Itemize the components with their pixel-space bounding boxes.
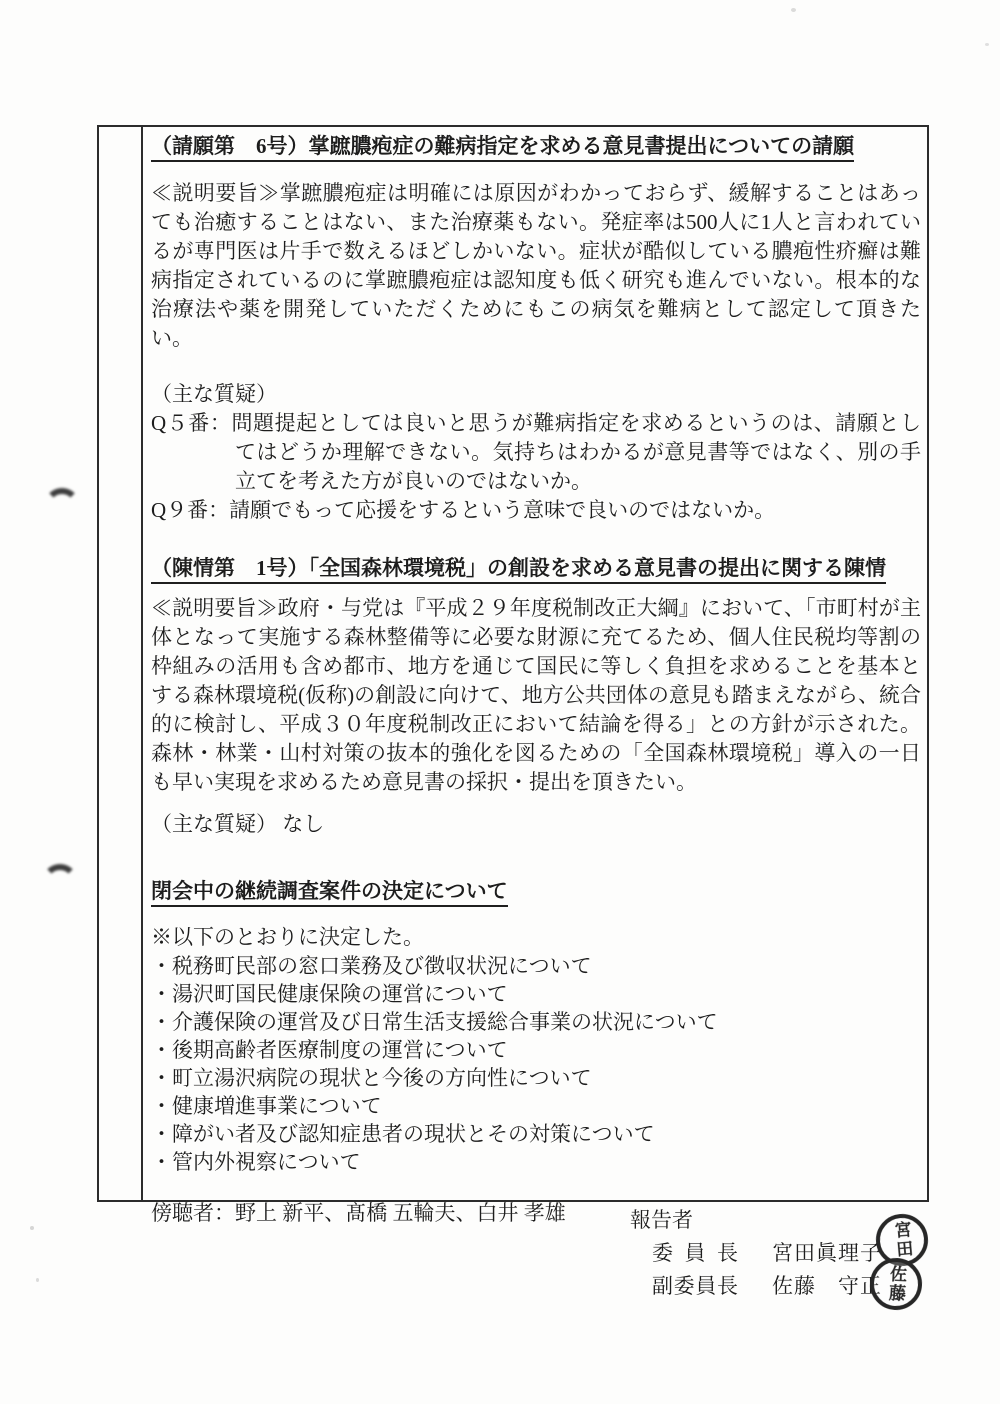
petition-no6-title [151, 130, 921, 162]
vice-chairperson-name: 佐藤 守正 [772, 1274, 882, 1298]
survey-item: ・管内外視察について [151, 1150, 361, 1174]
petition-no6-title-text: （請願第 6号）掌蹠膿疱症の難病指定を求める意見書提出についての請願 [151, 134, 854, 162]
question-q5-text: 問題提起としては良いと思うが難病指定を求めるというのは、請願としてはどうか理解できない。気持ちはわかるが意見書等ではなく、別の手立てを考えた方が良いのではないか。 [231, 411, 921, 493]
punch-hole-bottom [42, 864, 78, 900]
scan-speck [985, 43, 989, 46]
continuing-survey-title [151, 875, 921, 907]
survey-item: ・健康増進事業について [151, 1094, 382, 1118]
question-q9-text: 請願でもって応援をするという意味で良いのではないか。 [229, 498, 776, 522]
survey-item: ・介護保険の運営及び日常生活支援総合事業の状況について [151, 1010, 718, 1034]
scan-speck [36, 1278, 39, 1282]
main-questions-label-1: （主な質疑） [151, 382, 277, 406]
reporter-label: 報告者 [630, 1208, 693, 1232]
question-q9 [151, 496, 921, 525]
chairperson-role: 委員長 [652, 1241, 738, 1265]
petition-no1-title [151, 552, 921, 584]
survey-item: ・町立湯沢病院の現状と今後の方向性について [151, 1066, 592, 1090]
scan-speck [791, 8, 796, 12]
survey-item: ・障がい者及び認知症患者の現状とその対策について [151, 1122, 655, 1146]
question-q9-label: Q９番： [151, 498, 230, 522]
question-q5-label: Q５番： [151, 411, 232, 435]
name-seal-sato: 佐藤 [869, 1257, 924, 1312]
question-q5 [151, 409, 921, 496]
scan-speck [30, 1226, 34, 1230]
chairperson-name: 宮田眞理子 [772, 1241, 882, 1265]
petition-no1-title-text: （陳情第 1号）「全国森林環境税」の創設を求める意見書の提出に関する陳情 [151, 556, 886, 584]
punch-hole-top [44, 488, 80, 524]
survey-item: ・後期高齢者医療制度の運営について [151, 1038, 508, 1062]
survey-item-list [151, 952, 921, 1176]
vice-chairperson-role: 副委員長 [652, 1274, 738, 1298]
decision-note: ※以下のとおりに決定した。 [151, 925, 424, 949]
main-questions-label-2: （主な質疑） なし [151, 812, 325, 836]
binding-margin-column [99, 127, 143, 1200]
name-seal-miyata: 宮田 [874, 1212, 930, 1268]
survey-item: ・湯沢町国民健康保険の運営について [151, 982, 508, 1006]
observers-line: 傍聴者：野上 新平、髙橋 五輪夫、白井 孝雄 [151, 1201, 566, 1225]
continuing-survey-title-text: 閉会中の継続調査案件の決定について [151, 879, 508, 907]
petition-no1-summary: ≪説明要旨≫政府・与党は『平成２９年度税制改正大綱』において、「市町村が主体となって実施する森林整備等に必要な財源に充てるため、個人住民税均等割の枠組みの活用も含め都市、地方を通じて国民に等しく負担を求めることを基本とする森林環境税(仮称)の創設に向けて、地方公共団体の意見も踏まえながら、統合的に検討し、平成３０年度税制改正において結論を得る」との方針が示された。森林・林業・山村対策の抜本的強化を図るための「全国森林環境税」導入の一日も早い実現を求めるため意見書の採択・提出を頂きたい。 [151, 596, 921, 794]
survey-item: ・税務町民部の窓口業務及び徴収状況について [151, 954, 592, 978]
petition-no6-summary: ≪説明要旨≫掌蹠膿疱症は明確には原因がわかっておらず、緩解することはあっても治癒することはない、また治療薬もない。発症率は500人に1人と言われているが専門医は片手で数えるほどしかいない。症状が酷似している膿疱性疥癬は難病指定されているのに掌蹠膿疱症は認知度も低く研究も進んでいない。根本的な治療法や薬を開発していただくためにもこの病気を難病として認定して頂きたい。 [151, 181, 921, 350]
